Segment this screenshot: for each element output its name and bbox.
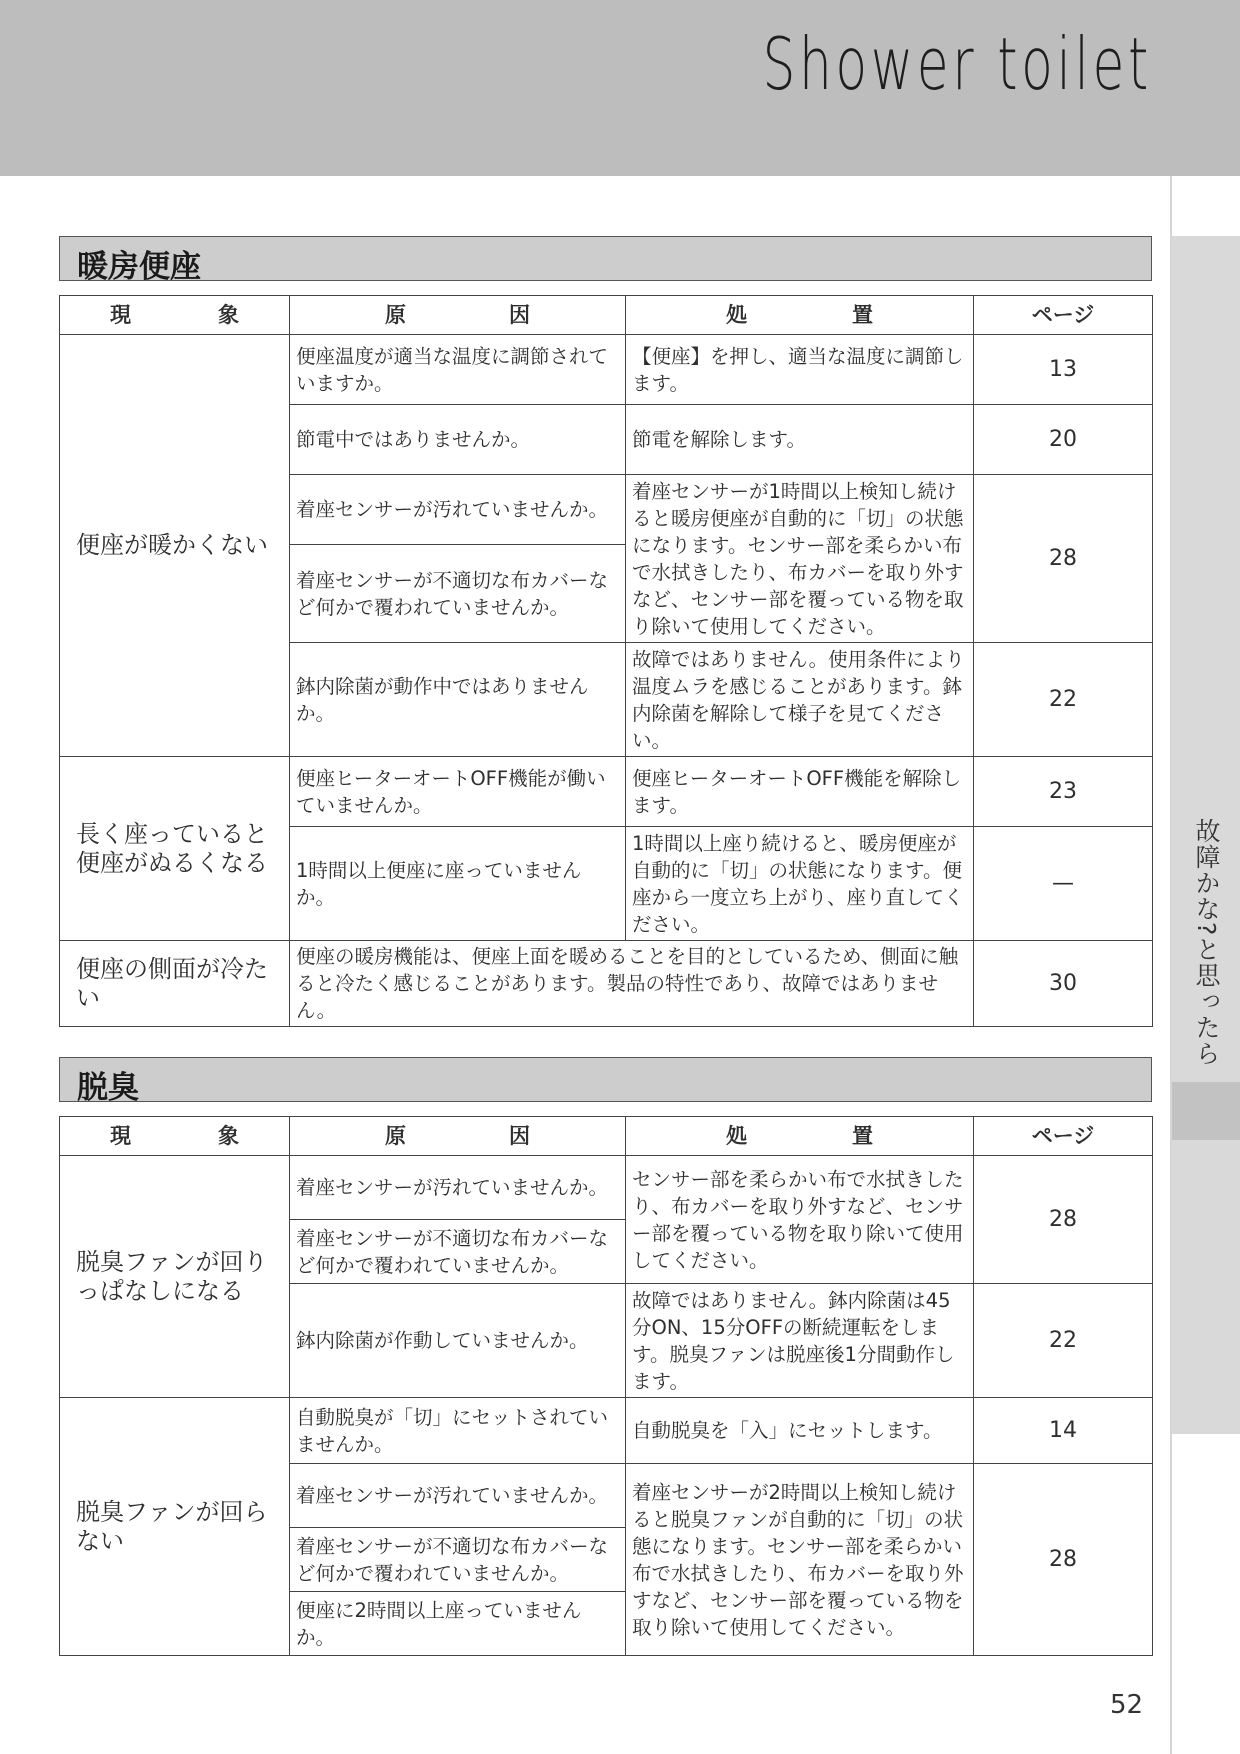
section-title: 暖房便座 [77,249,201,285]
section-deodorize-header [59,1057,1152,1106]
page-ref: — [974,827,1153,941]
section-heating-seat-header [59,236,1152,285]
table-row [60,1156,1153,1220]
table-row [60,757,1153,827]
page-ref: 22 [974,643,1153,757]
remedy-cell: 故障ではありません。鉢内除菌は45分ON、15分OFFの断続運転をします。脱臭ファンは脱座後1分間動作します。 [626,1284,974,1398]
cause-cell: 鉢内除菌が動作中ではありませんか。 [290,643,626,757]
cause-cell: 着座センサーが汚れていませんか。 [290,1156,626,1220]
cause-cell: 便座の暖房機能は、便座上面を暖めることを目的としているため、側面に触ると冷たく感じることがあります。製品の特性であり、故障ではありません。 [290,941,974,1027]
remedy-cell: 節電を解除します。 [626,405,974,475]
col-page: ページ [974,1117,1153,1156]
symptom-cell: 便座の側面が冷たい [60,941,290,1027]
page-ref: 28 [974,1464,1153,1656]
table-row [60,1398,1153,1464]
page-number: 52 [1110,1690,1144,1720]
table-header-row [60,1117,1153,1156]
col-symptom: 現 象 [60,296,290,335]
page-ref: 28 [974,475,1153,643]
col-symptom: 現 象 [60,1117,290,1156]
col-cause: 原 因 [290,296,626,335]
remedy-cell: 【便座】を押し、適当な温度に調節します。 [626,335,974,405]
col-remedy: 処 置 [626,1117,974,1156]
cause-cell: 着座センサーが不適切な布カバーなど何かで覆われていませんか。 [290,1528,626,1592]
cause-cell: 着座センサーが不適切な布カバーなど何かで覆われていませんか。 [290,545,626,643]
cause-cell: 着座センサーが不適切な布カバーなど何かで覆われていませんか。 [290,1220,626,1284]
table-row [60,335,1153,405]
cause-cell: 着座センサーが汚れていませんか。 [290,475,626,545]
cause-cell: 着座センサーが汚れていませんか。 [290,1464,626,1528]
table-header-row [60,296,1153,335]
cause-cell: 自動脱臭が「切」にセットされていませんか。 [290,1398,626,1464]
symptom-cell: 便座が暖かくない [60,335,290,757]
remedy-cell: 故障ではありません。使用条件により温度ムラを感じることがあります。鉢内除菌を解除して様子を見てください。 [626,643,974,757]
remedy-cell: 着座センサーが2時間以上検知し続けると脱臭ファンが自動的に「切」の状態になります。センサー部を柔らかい布で水拭きしたり、布カバーを取り外すなど、センサー部を覆っている物を取り除いて使用してください。 [626,1464,974,1656]
remedy-cell: 着座センサーが1時間以上検知し続けると暖房便座が自動的に「切」の状態になります。センサー部を柔らかい布で水拭きしたり、布カバーを取り外すなど、センサー部を覆っている物を取り除いて使用してください。 [626,475,974,643]
page-ref: 30 [974,941,1153,1027]
remedy-cell: センサー部を柔らかい布で水拭きしたり、布カバーを取り外すなど、センサー部を覆っている物を取り除いて使用してください。 [626,1156,974,1284]
col-remedy: 処 置 [626,296,974,335]
cause-cell: 1時間以上便座に座っていませんか。 [290,827,626,941]
heating-seat-table [59,295,1153,1027]
side-chapter-label: 故障かな?と思ったら [1192,818,1221,1067]
page-ref: 28 [974,1156,1153,1284]
page-ref: 23 [974,757,1153,827]
symptom-cell: 長く座っていると便座がぬるくなる [60,757,290,941]
cause-cell: 便座ヒーターオートOFF機能が働いていませんか。 [290,757,626,827]
page-ref: 13 [974,335,1153,405]
col-cause: 原 因 [290,1117,626,1156]
remedy-cell: 自動脱臭を「入」にセットします。 [626,1398,974,1464]
page-ref: 20 [974,405,1153,475]
remedy-cell: 便座ヒーターオートOFF機能を解除します。 [626,757,974,827]
cause-cell: 節電中ではありませんか。 [290,405,626,475]
table-row [60,941,1153,1027]
remedy-cell: 1時間以上座り続けると、暖房便座が自動的に「切」の状態になります。便座から一度立ち上がり、座り直してください。 [626,827,974,941]
side-tab-marker [1172,1082,1240,1140]
page-ref: 22 [974,1284,1153,1398]
section-title: 脱臭 [77,1070,139,1106]
deodorize-table [59,1116,1153,1656]
symptom-cell: 脱臭ファンが回らない [60,1398,290,1656]
cause-cell: 便座に2時間以上座っていませんか。 [290,1592,626,1656]
brand-logo: Shower toilet [762,22,1152,106]
cause-cell: 便座温度が適当な温度に調節されていますか。 [290,335,626,405]
page-ref: 14 [974,1398,1153,1464]
col-page: ページ [974,296,1153,335]
symptom-cell: 脱臭ファンが回りっぱなしになる [60,1156,290,1398]
cause-cell: 鉢内除菌が作動していませんか。 [290,1284,626,1398]
